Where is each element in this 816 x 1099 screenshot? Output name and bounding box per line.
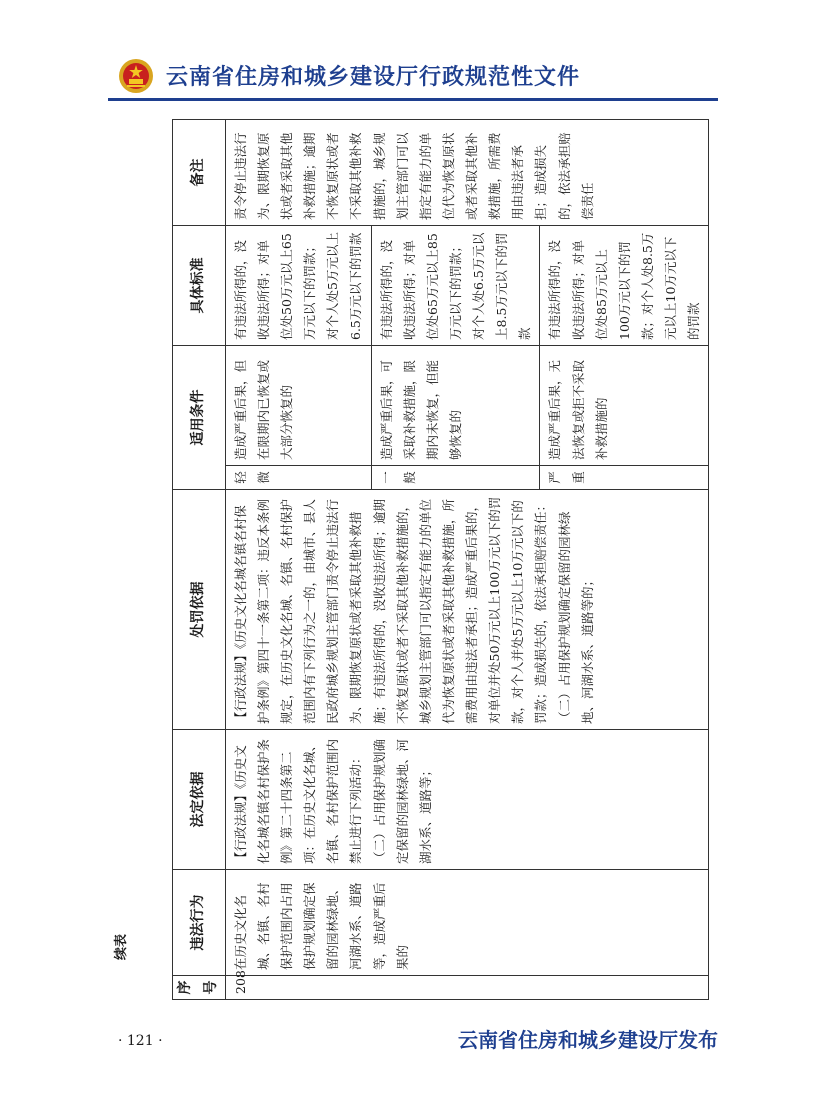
level-label: 严重 [540, 466, 709, 490]
level-standard: 有违法所得的，没收违法所得；对单位处50万元以上65万元以下的罚款；对个人处5万元以上6.5万元以下的罚款 [225, 226, 371, 346]
table-row [225, 120, 371, 1000]
header-behavior: 违法行为 [173, 870, 226, 976]
page-header [108, 54, 718, 98]
level-standard: 有违法所得的，没收违法所得；对单位处85万元以上100万元以下的罚款；对个人处8.5万元以上10万元以下的罚款 [540, 226, 709, 346]
level-condition: 造成严重后果，但在限期内已恢复或大部分恢复的 [225, 346, 371, 466]
row-note: 责令停止违法行为、限期恢复原状或者采取其他补救措施；逾期不恢复原状或者不采取其他补救措施的，城乡规划主管部门可以指定有能力的单位代为恢复原状或者采取其他补救措施，所需费用由违法者承担；造成损失的，依法承担赔偿责任 [225, 120, 709, 226]
table-header-row [173, 120, 226, 1000]
header-note: 备注 [173, 120, 226, 226]
level-label: 轻微 [225, 466, 371, 490]
row-behavior: 在历史文化名城、名镇、名村保护范围内占用保护规划确定保留的园林绿地、河湖水系、道路等，造成严重后果的 [225, 870, 709, 976]
header-legal-basis: 法定依据 [173, 730, 226, 870]
header-divider [108, 98, 718, 101]
level-label: 一般 [371, 466, 540, 490]
rotated-table-block [172, 120, 702, 1000]
level-condition: 造成严重后果，可采取补救措施，限期内未恢复，但能够恢复的 [371, 346, 540, 466]
header-penalty-basis: 处罚依据 [173, 490, 226, 730]
document-header-title: 云南省住房和城乡建设厅行政规范性文件 [166, 65, 581, 90]
penalty-standards-table [172, 119, 709, 1000]
publisher-footer: 云南省住房和城乡建设厅发布 [458, 1028, 718, 1052]
header-condition: 适用条件 [173, 346, 226, 490]
level-condition: 造成严重后果，无法恢复或拒不采取补救措施的 [540, 346, 709, 466]
continued-label: 续表 [114, 933, 129, 960]
row-seq: 208 [225, 976, 709, 1000]
national-emblem-icon [118, 58, 154, 94]
header-standard: 具体标准 [173, 226, 226, 346]
level-standard: 有违法所得的，没收违法所得；对单位处65万元以上85万元以下的罚款；对个人处6.5万元以上8.5万元以下的罚款 [371, 226, 540, 346]
row-legal-basis: 【行政法规】《历史文化名城名镇名村保护条例》第二十四条第二项：在历史文化名城、名镇、名村保护范围内禁止进行下列活动：（二）占用保护规划确定保留的园林绿地、河湖水系、道路等； [225, 730, 709, 870]
header-seq: 序号 [173, 976, 226, 1000]
page-number: · 121 · [118, 1033, 163, 1049]
row-penalty-basis: 【行政法规】《历史文化名城名镇名村保护条例》第四十一条第二项：违反本条例规定，在历史文化名城、名镇、名村保护范围内有下列行为之一的，由城市、县人民政府城乡规划主管部门责令停止违法行为、限期恢复原状或者采取其他补救措施；有违法所得的，没收违法所得；逾期不恢复原状或者不采取其他补救措施的，城乡规划主管部门可以指定有能力的单位代为恢复原状或者采取其他补救措施，所需费用由违法者承担；造成严重后果的，对单位并处50万元以上100万元以下的罚款，对个人并处5万元以上10万元以下的罚款；造成损失的，依法承担赔偿责任：（二）占用保护规划确定保留的园林绿地、河湖水系、道路等的； [225, 490, 709, 730]
